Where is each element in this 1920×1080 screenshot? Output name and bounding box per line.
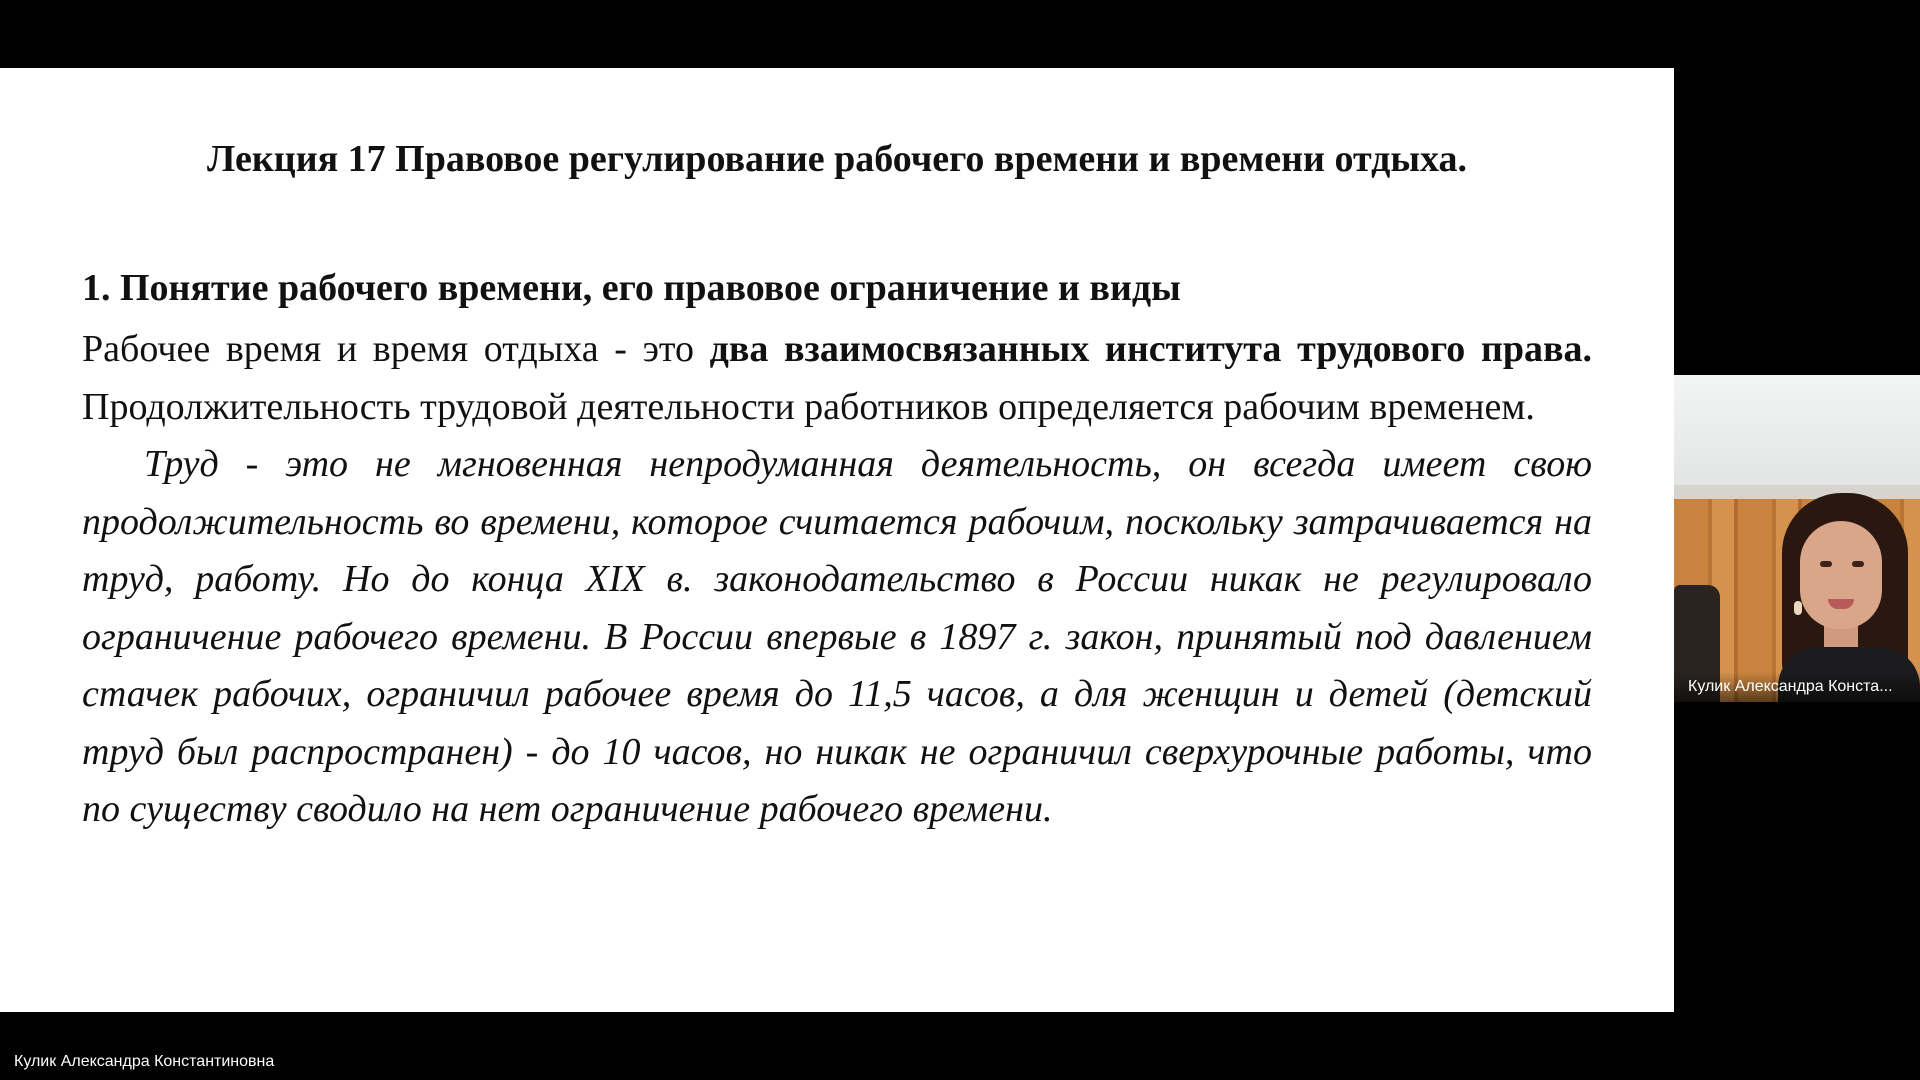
participant-name-label: Кулик Александра Конста... <box>1674 672 1920 702</box>
slide-paragraph-1 <box>82 321 1592 436</box>
participant-left-eye <box>1820 561 1832 567</box>
video-background-rail <box>1674 485 1920 499</box>
shared-slide <box>0 68 1674 1012</box>
slide-body <box>82 321 1592 839</box>
video-background-wall <box>1674 375 1920 493</box>
paragraph-1-text-b: Продолжительность трудовой деятельности работников определяется рабочим временем. <box>82 385 1535 428</box>
participant-right-eye <box>1852 561 1864 567</box>
slide-title: Лекция 17 Правовое регулирование рабочего времени и времени отдыха. <box>206 138 1467 180</box>
paragraph-1-text-a: Рабочее время и время отдыха - это <box>82 328 710 370</box>
participant-earring <box>1794 601 1802 615</box>
paragraph-1-bold-text: два взаимосвязанных института трудового права. <box>709 328 1592 370</box>
participant-face <box>1800 521 1882 629</box>
presenter-name-label: Кулик Александра Константиновна <box>14 1053 275 1070</box>
participant-video-tile[interactable] <box>1674 375 1920 702</box>
slide-paragraph-2: Труд - это не мгновенная непродуманная деятельность, он всегда имеет свою продолжительность во времени, которое считается рабочим, поскольку затрачивается на труд, работу. Но до конца XIX в. законодательство в России никак не регулировало ограничение рабочего времени. В России впервые в 1897 г. закон, принятый под давлением стачек рабочих, ограничил рабочее время до 11,5 часов, а для женщин и детей (детский труд был распространен) - до 10 часов, но никак не ограничил сверхурочные работы, что по существу сводило на нет ограничение рабочего времени. <box>82 443 1592 830</box>
slide-section-heading: 1. Понятие рабочего времени, его правовое ограничение и виды <box>82 267 1181 309</box>
